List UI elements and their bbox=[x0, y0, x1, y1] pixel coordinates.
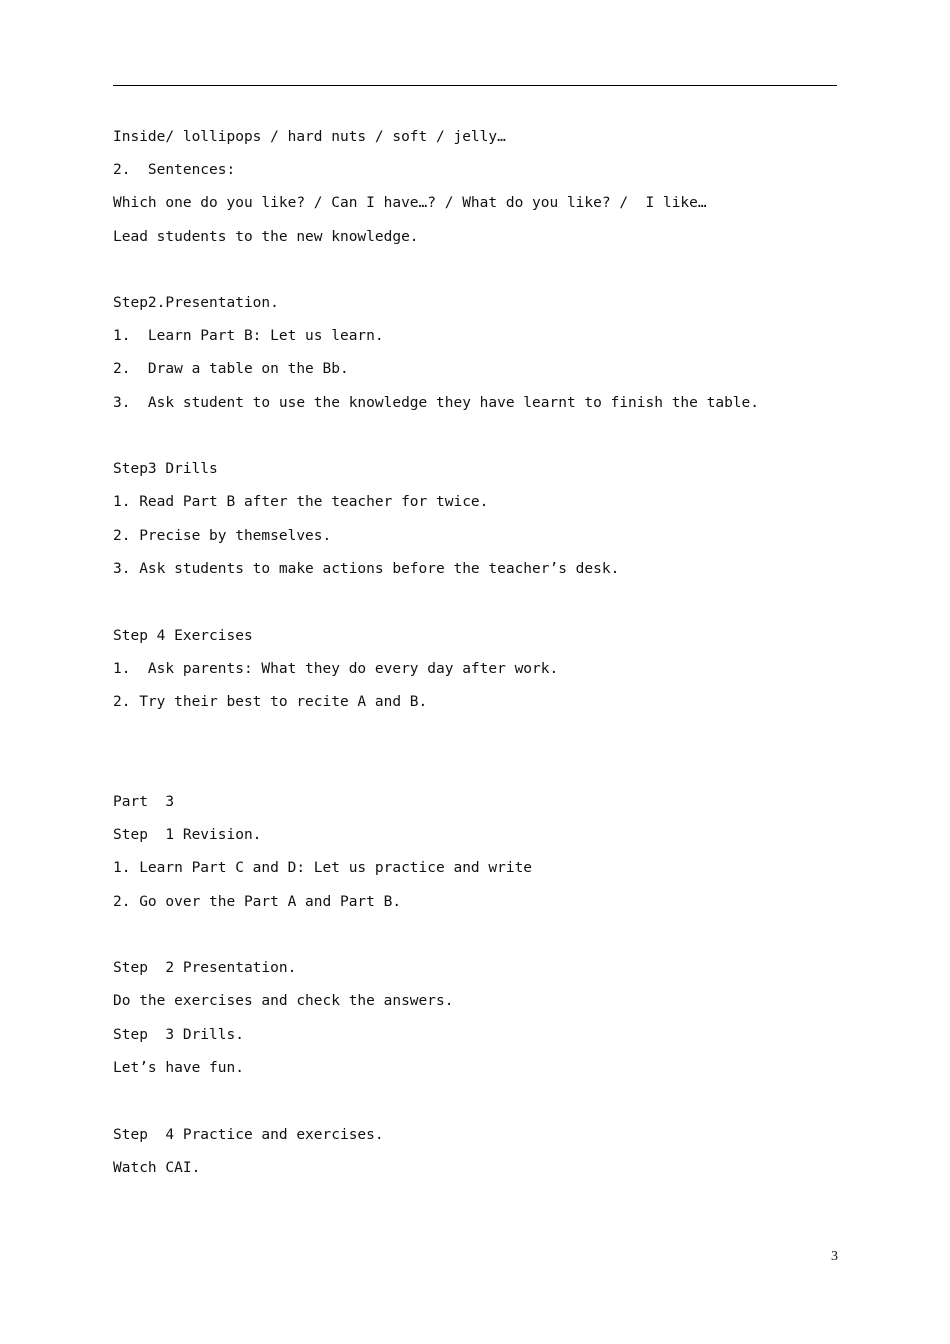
text-line: 1. Learn Part C and D: Let us practice and write bbox=[113, 860, 533, 876]
text-line: 3. Ask student to use the knowledge they have learnt to finish the table. bbox=[113, 395, 760, 411]
section-heading: Step 3 Drills. bbox=[113, 1027, 244, 1043]
text-line: 2. Try their best to recite A and B. bbox=[113, 694, 428, 710]
section-heading: Step3 Drills bbox=[113, 461, 218, 477]
section-heading: Step 1 Revision. bbox=[113, 827, 262, 843]
text-line: Watch CAI. bbox=[113, 1160, 201, 1176]
text-line: 2. Precise by themselves. bbox=[113, 528, 332, 544]
section-heading: Step2.Presentation. bbox=[113, 295, 279, 311]
section-heading: Step 4 Exercises bbox=[113, 628, 253, 644]
header-rule bbox=[113, 85, 837, 86]
text-line: 2. Go over the Part A and Part B. bbox=[113, 894, 402, 910]
text-line: 1. Ask parents: What they do every day after work. bbox=[113, 661, 559, 677]
section-heading: Step 2 Presentation. bbox=[113, 960, 297, 976]
text-line: 2. Sentences: bbox=[113, 162, 236, 178]
text-line: Inside/ lollipops / hard nuts / soft / jelly… bbox=[113, 129, 506, 145]
text-line: 2. Draw a table on the Bb. bbox=[113, 361, 349, 377]
page-number: 3 bbox=[831, 1249, 838, 1264]
text-line: 1. Read Part B after the teacher for twice. bbox=[113, 494, 489, 510]
text-line: 1. Learn Part B: Let us learn. bbox=[113, 328, 384, 344]
text-line: Which one do you like? / Can I have…? / What do you like? / I like… bbox=[113, 195, 707, 211]
text-line: Let’s have fun. bbox=[113, 1060, 244, 1076]
section-heading: Step 4 Practice and exercises. bbox=[113, 1127, 384, 1143]
text-line: Lead students to the new knowledge. bbox=[113, 229, 419, 245]
part-heading: Part 3 bbox=[113, 794, 175, 810]
text-line: Do the exercises and check the answers. bbox=[113, 993, 454, 1009]
text-line: 3. Ask students to make actions before the teacher’s desk. bbox=[113, 561, 620, 577]
